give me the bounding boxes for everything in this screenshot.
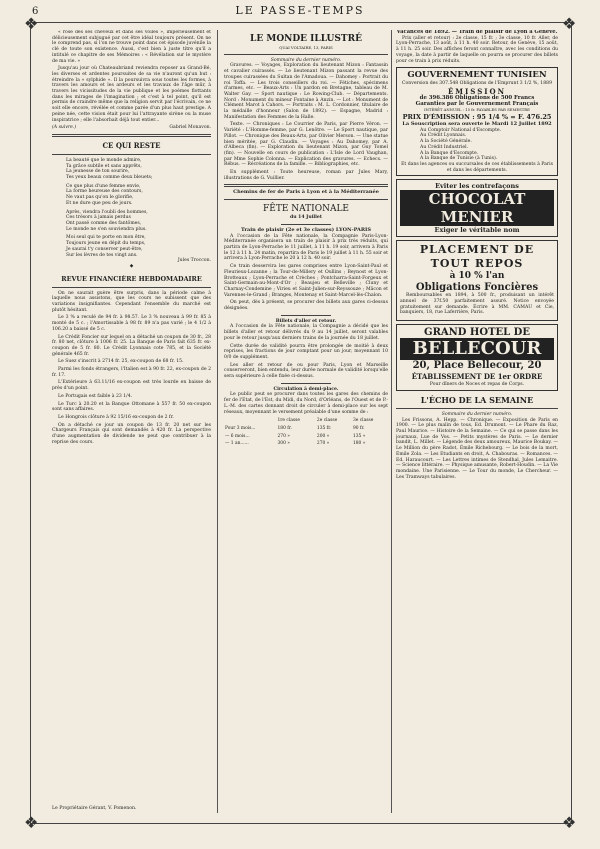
column-2 <box>224 30 388 813</box>
poem-line: Sur les lèvres de tes vingt ans. <box>66 252 138 258</box>
emission-title: ÉMISSION <box>447 86 507 96</box>
revue-paragraph: On a détaché ce jour un coupon de 13 fr. 20 net sur les Chargeurs Français qui sont demandés à 420 fr. La perspective d'une augmentation de dividende ne peut que contribuer à la reprise des cours. <box>52 422 211 445</box>
hotel-ad <box>396 324 558 391</box>
revue-paragraph: Le Crédit Foncier sur lequel on a détaché un coupon de 30 fr., 28 fr. 80 net, clôture à 1006 fr. 25. La Banque de Paris fait 635 fr. ex-coupon de 5 fr. 80. Le Crédit Lyonnais cote 785, et la Société générale 465 fr. <box>52 334 211 357</box>
table-cell: 300 » <box>277 441 290 447</box>
summary-paragraph: Gravures. — Voyages, Exploration du lieutenant Mizon : Fantassin et cavalier cuirassés. — Le lieutenant Mizon passant la revue des troupes cuirassées du Sultan de l'Amadoua. — Dahomey : Portrait du roi Toffa. — Les trois conseillers du roi. — Fétiches, spécimens d'armes, etc. — Beaux-Arts : Un pardon en Bretagne, tableau de M. Walter Gay. — Sport nautique : Le Rowing-Club. — Départements. Nord : Monument du mineur Fontaine à Anzin. — Lot : Monument de Clément Marot à Cahors. — Portraits : M. L. Cordonnier, titulaire de la médaille d'honneur (Salon de 1892). — Espagne, Madrid : Manifestation des Femmes de la Halle. <box>224 63 388 120</box>
gouv-sub: Conversion des 307.548 Obligations de l'Emprunt 3 1/2 %, 1889 <box>401 81 552 87</box>
monde-address: QUAI VOLTAIRE, 13, PARIS <box>279 45 333 50</box>
list-item: A la Société Générale. <box>420 139 472 145</box>
page-number: 6 <box>32 6 39 17</box>
fete-date: du 14 Juillet <box>290 215 322 221</box>
revue-paragraph: Le Turc à 20.20 et la Banque Ottomane à 557 fr. 50 ex-coupon sont sans affaires. <box>52 401 211 413</box>
bank-list <box>400 128 554 162</box>
choc-bottom: Exiger le véritable nom <box>434 226 520 235</box>
poem-line: Ont passé comme des fantômes, <box>66 220 142 226</box>
choc-top: Eviter les contrefaçons <box>435 182 519 191</box>
choc-title: CHOCOLAT MENIER <box>400 190 554 226</box>
to-be-continued: (A suivre.) <box>52 125 77 131</box>
chocolat-menier-ad <box>396 179 558 237</box>
garanties: Garanties par le Gouvernement Français <box>415 100 539 107</box>
table-cell: 270 » <box>316 441 330 447</box>
column-3 <box>396 30 558 813</box>
table-cell: 3e classe <box>352 418 374 424</box>
monde-illustre-title: LE MONDE ILLUSTRÉ <box>250 34 362 44</box>
poem-line: La forme heureuse des contours, <box>66 189 143 195</box>
revue-paragraph: Parmi les fonds étrangers, l'Italien est à 90 fr. 22, ex-coupon de 2 fr. 17. <box>52 367 211 378</box>
circulation-heading: Circulation à demi-place. <box>273 386 339 392</box>
table-cell: 200 » <box>316 433 330 439</box>
billets-heading: Billets d'aller et retour. <box>275 318 337 324</box>
train-paragraph: Ce train desservira les gares comprises entre Lyon-Saint-Paul et Fleurieux-Lozanne ; la Tour-de-Millery et Oullins ; Beynost et Lyon-Brotteaux ; Lyon-Perrache et Crèches ; Pontcharra-Saint-Forgeux et Saint-Germain-au-Mont-d'Or ; Beaujeu et Belleville ; Cluny et Charnay-Condemine ; Virieu et Saint-Julien-sur-Reyssouze ; Mâcon et Varennes-le-Grand ; Branges, Montenay et Saint-Marcel-lès-Chalon. <box>224 264 388 298</box>
vacances-heading: Vacances de 1892. — Train de plaisir de Lyon à Genève. <box>396 30 558 35</box>
table-cell: 135 fr. <box>316 425 332 431</box>
poem-line: Ces trésors à jamais perdus <box>66 215 131 221</box>
list-item: Au Crédit Lyonnais. <box>420 133 467 139</box>
column-1: « rosé des ses cheveux et dans ses voiles », impérieusement et délicieusement subjugué par cet être idéal toujours présent. On ne le comprend pas, si l'on ne trouve point dans cet épisode juvénile la clé de toute son existence. Aussi, c'est bien à juste titre qu'il a intitulé ce chapitre de ses Mémoires : « Révélation sur le mystère de ma vie. » Jusqu'au jour où Chateaubriand reviendra reposer au Grand-Bé, les diverses et ardentes poursuites de sa vie n'auront qu'un but : étreindre la « sylphide ». Il la poursuivra sous toutes les formes, à travers les amours et les ardeurs et les travaux de l'âge mûr, à travers les vicissitudes de la vie publique et les poèmes flottants dans les mirages de l'imagination ; et c'est à tel point, qu'il est permis de craindre même que la religion servit par l'écrivain, ce ne soit elle encore, révélée et comme parée d'un plus haut prestige. A peine née, cette vision était pour lui l'attrayante sirène ou la muse inspiratrice ; elle l'absorbait déjà tout entier... (A suivre.) Gabriel Monavon. CE QUI RESTE La beauté que le monde admire, Ta grâce subtile et sans apprêts, La jeunesse de ton sourire, Tes yeux beaux comme deux bleuets; Ce que plus d'une femme envie, La forme heureuse des contours, Ne vaut pas qu'on le glorifie, Et ne dure que peu de jours. Après, viendra l'oubli des hommes, Ces trésors à jamais perdus Ont passé comme des fantômes, Le monde ne s'en souviendra plus. Moi seul qui te porte en mon être, Toujours jeune en dépit du temps, Je saurai t'y conserver peut-être, Sur les lèvres de tes vingt ans. Jules Troccon. ◆ REVUE FINANCIÈRE HEBDOMADAIRE On ne saurait guère être surpris, dans la période calme à laquelle nous assistons, que les cours ne subissent que des variations insignifiantes. Cependant l'ensemble du marché est plutôt hésitant. Le 3 % a reculé de 94 fr. à 98.57. Le 3 % nouveau à 99 fr. 85 à monté de 5 c. ; l'Amortissable à 98 fr. 89 n'a pas varié ; le 4 1/2 à 106.20 a baissé de 5 c. Le Crédit Foncier sur lequel on a détaché un coupon de 30 fr., 28 fr. 80 net, clôture à 1006 fr. 25. La Banque de Paris fait 635 fr. ex-coupon de 5 fr. 80. Le Crédit Lyonnais cote 785, et la Société générale 465 fr. Le Suez s'inscrit à 2714 fr. 25, ex-coupon de 68 fr. 15. Parmi les fonds étrangers, l'Italien est à 90 fr. 22, ex-coupon de 2 fr. 17. L'Extérieure à 63.11/16 ex-coupon est très lourde en baisse de près d'un point. Le Portugais est faible à 23 1/4. Le Turc à 20.20 et la Banque Ottomane à 557 fr. 50 ex-coupon sont sans affaires. Le Hongrois clôture à 92 15/16 ex-coupon de 2 fr. On a détaché ce jour un coupon de 13 fr. 20 net sur les Chargeurs Français qui sont demandés à 420 fr. La perspective d'une augmentation de dividende ne peut que contribuer à la reprise des cours. <box>52 30 211 445</box>
gouv-title: GOUVERNEMENT TUNISIEN <box>407 70 547 81</box>
prix-emission: PRIX D'ÉMISSION : 95 1/4 % = F. 476.25 <box>402 113 552 122</box>
list-item: A la Banque de Tunisie (à Tunis). <box>420 156 498 162</box>
revue-paragraph: Le 3 % a reculé de 94 fr. à 98.57. Le 3 % nouveau à 99 fr. 85 à monté de 5 c. ; l'Amortissable à 98 fr. 89 n'a pas varié ; le 4 1/2 à 106.20 a baissé de 5 c. <box>52 315 211 332</box>
railway-company: Chemins de fer de Paris à Lyon et à la Méditerranée <box>233 189 379 196</box>
hotel-address: 20, Place Bellecour, 20 <box>412 360 542 372</box>
placement-title: PLACEMENT DE TOUT REPOS <box>419 243 535 271</box>
echo-text: Les Frissons, A. Hepp. — Chronique. — Exposition de Paris en 1900. — Le plus malin de tous, Ed. Drumont. — Le Phare du Raz, Paul Maurice. — Histoire de la Semaine. — Ce qui se passe dans les journaux, Lue de Vos. — Petits mystères de Paris. — Le dernier bandit, L. Millet. — Légende des deux amoureux, Maurice Boukay. — Le Million du père Radot, Émile Richebourg. — Le bois de la mort, Émile Zola. — Les Etudiants en droit, A. Chabouras. — Romances. — Ed. Haraucourt. — Les Lettres intimes de Stendhal, Jules Lemaitre. — Science littéraire. — Physique amusante, Robert-Houdin. — La Vie mondaine. Une Parisienne. — Le Tour du monde, Le Chercheur. — Les Tramways tabulaires. <box>396 417 558 480</box>
revue-paragraph: On ne saurait guère être surpris, dans la période calme à laquelle nous assistons, que les cours ne subissent que des variations insignifiantes. Cependant l'ensemble du marché est plutôt hésitant. <box>52 290 211 313</box>
poem-line: Après, viendra l'oubli des hommes, <box>66 209 148 215</box>
column-rule <box>217 30 218 813</box>
billets-paragraph: A l'occasion de la Fête nationale, la Compagnie a décidé que les billets d'aller et retour délivrés du 9 au 14 juillet, seront valables pour le retour jusqu'aux derniers trains de la journée du 18 juillet. <box>224 324 388 341</box>
poem-line: Je saurai t'y conserver peut-être, <box>66 246 143 252</box>
table-cell: 135 » <box>352 433 366 439</box>
fete-title: FÊTE NATIONALE <box>263 204 349 215</box>
circulation-paragraph: Le public peut se procurer dans toutes les gares des chemins de fer de l'Etat, de l'Est, du Midi, du Nord, d'Orléans, de l'Ouest et de P.-L.-M. des cartes donnant droit de circuler à demi-place sur les sept réseaux, moyennant le versement préalable d'une somme de : <box>224 392 388 415</box>
revue-paragraph: Le Portugais est faible à 23 1/4. <box>58 393 133 399</box>
poem-title: CE QUI RESTE <box>102 140 161 150</box>
poem-author: Jules Troccon. <box>177 258 211 264</box>
banks-tail: Et dans les agences ou succursales de ces établissements à Paris et dans les départements. <box>401 161 553 173</box>
article-text: « rosé des ses cheveux et dans ses voiles », impérieusement et délicieusement subjugué par cet être idéal toujours présent. On ne le comprend pas, si l'on ne trouve point dans cet épisode juvénile la clé de toute son existence. Aussi, c'est bien à juste titre qu'il a intitulé ce chapitre de ses Mémoires : « Révélation sur le mystère de ma vie. » <box>52 30 211 64</box>
list-item: Au Crédit Industriel. <box>420 144 469 150</box>
souscription: La Souscription sera ouverte le Mardi 12 Juillet 1892 <box>402 121 552 128</box>
poem-line: Le monde ne s'en souviendra plus. <box>66 226 147 232</box>
bellecour-title: BELLECOUR <box>400 338 554 360</box>
poem-line: Et ne dure que peu de jours. <box>66 200 133 206</box>
table-row <box>224 440 388 448</box>
train-heading: Train de plaisir (2e et 3e classes) LYON-PARIS <box>240 226 371 233</box>
table-cell: 180 fr. <box>277 425 292 431</box>
column-rule <box>391 30 392 813</box>
corner-ornament-icon: ❖ <box>562 14 577 33</box>
poem-line: Ce que plus d'une femme envie, <box>66 183 141 189</box>
echo-title: L'ÉCHO DE LA SEMAINE <box>420 394 534 405</box>
revue-title: REVUE FINANCIÈRE HEBDOMADAIRE <box>61 274 202 283</box>
train-paragraph: A l'occasion de la Fête nationale, la Compagnie Paris-Lyon-Méditerranée organisera un train de plaisir à prix très réduits, qui partira de Lyon-Perrache le 11 juillet, à 11 h. 19 soir, arrivera à Paris le 12 à 11 h. 24 matin, repartira de Paris le 19 juillet à 11 h. 55 soir et arrivera à Lyon-Perrache le 20 à 12 h. 40 soir. <box>224 233 388 262</box>
table-cell: 1re classe <box>277 418 300 424</box>
table-cell: 270 » <box>277 433 290 439</box>
hotel-class: ÉTABLISSEMENT DE 1er ORDRE <box>411 372 543 382</box>
placement-ad <box>396 240 558 321</box>
obligations-text: Remboursables en 1894, à 500 fr., produisant un intérêt annuel de 37f.50 parfaitement assuré. Notice envoyée gratuitement sur demande. Écrire à MM. CAMAU et Cie, banquiers, 18, rue Laferrière, Paris. <box>400 293 554 316</box>
corner-ornament-icon: ❖ <box>24 813 39 832</box>
table-cell: — 1 an...... <box>225 441 249 447</box>
table-cell: Pour 3 mois... <box>225 425 256 431</box>
corner-ornament-icon: ❖ <box>562 813 577 832</box>
list-item: A la Banque d'Escompte. <box>420 150 479 156</box>
table-row <box>224 425 388 433</box>
poem-line: Tes yeux beaux comme deux bleuets; <box>66 175 153 181</box>
revue-paragraph: L'Extérieure à 63.11/16 ex-coupon est très lourde en baisse de près d'un point. <box>52 380 211 392</box>
placement-rate: à 10 % l'an <box>449 271 505 282</box>
billets-paragraph: Cette durée de validité pourra être prolongée de moitié à deux reprises, les fractions de jour comptant pour un jour, moyennant 10 0/0 de supplément. <box>224 343 388 360</box>
summary-paragraph: En supplément : Toute heureuse, roman par Jules Mary, illustrations de G. Vuillier. <box>224 170 388 181</box>
poem <box>52 158 211 258</box>
emission-sub: de 396.386 Obligations de 500 Francs <box>419 94 535 101</box>
list-item: Au Comptoir National d'Escompte. <box>420 127 502 133</box>
hotel-sub: Pour dîners de Noces et repas de Corps. <box>429 382 525 388</box>
table-cell <box>224 417 276 425</box>
billets-paragraph: Les aller et retour de ou pour Paris, Lyon et Marseille conserveront, bien entendu, leur durée normale de validité lorsqu'elle sera supérieure à celle fixée ci-dessus. <box>224 362 388 380</box>
table-cell: 180 » <box>352 441 366 447</box>
summary-paragraph: Texte. — Chroniques : Le Courrier de Paris, par Pierre Véron. — Variété : L'Homme-femme, par G. Lenôtre. — Le Sport nautique, par Pillot. — Chronique des Beaux-Arts, par Olivier Merson. — Une statue bien méritée, par G. Claudin. — Voyages : Au Dahomey, par A. d'Albeca (fin). — Exploration du lieutenant Mizon, par Guy Tomel (fin). — Nouvelle en cours de publication : L'Isle de Lord Vaughan, par Mme Sophie Colonna. — Explication des gravures. — Echecs. — Rébus. — Récréations de la famille. — Bibliographies, etc. <box>224 122 388 168</box>
article-author: Gabriel Monavon. <box>169 125 211 131</box>
tariff-table <box>224 417 388 448</box>
footer-manager: Le Propriétaire Gérant, V. Pomenon. <box>52 806 137 811</box>
echo-heading: Sommaire du dernier numéro. <box>441 411 513 417</box>
table-cell: — 6 mois... <box>225 433 250 439</box>
masthead: LE PASSE-TEMPS <box>235 4 365 17</box>
train-paragraph: On peut, dès à présent, se procurer des billets aux gares ci-dessus désignées. <box>224 300 388 312</box>
poem-line: La jeunesse de ton sourire, <box>66 169 130 175</box>
table-cell: 90 fr. <box>352 425 365 431</box>
obligations-title: Obligations Foncières <box>415 282 539 294</box>
poem-line: Ta grâce subtile et sans apprêts, <box>66 163 142 169</box>
poem-line: La beauté que le monde admire, <box>66 157 142 163</box>
vacances-text: Prix (aller et retour) : 2e classe, 15 fr. ; 3e classe, 10 fr. Aller, de Lyon-Perrache, 13 août, à 11 h. 40 soir. Retour, de Genève, 15 août, à 11 h. 25 soir. Des affiches feront connaître, avec les conditions du voyage, la date à partir de laquelle on pourra se procurer des billets pour ce train à prix réduits. <box>396 35 558 64</box>
article-text: Jusqu'au jour où Chateaubriand reviendra reposer au Grand-Bé, les diverses et ardentes poursuites de sa vie n'auront qu'un but : étreindre la « sylphide ». Il la poursuivra sous toutes les formes, à travers les amours et les ardeurs et les travaux de l'âge mûr, à travers les vicissitudes de la vie publique et les poèmes flottants dans les mirages de l'imagination ; et c'est à tel point, qu'il est permis de craindre même que la religion servit par l'écrivain, ce ne soit elle encore, révélée et comme parée d'un plus haut prestige. A peine née, cette vision était pour lui l'attrayante sirène ou la muse inspiratrice ; elle l'absorbait déjà tout entier... <box>52 66 211 123</box>
poem-line: Toujours jeune en dépit du temps, <box>66 241 146 247</box>
interet: INTÉRÊT ANNUEL : 15 fr. PAYABLES PAR SEMESTRE <box>424 107 530 113</box>
tunisia-bond-ad <box>396 67 558 176</box>
corner-ornament-icon: ❖ <box>24 14 39 33</box>
poem-line: Moi seul qui te porte en mon être, <box>66 235 146 241</box>
poem-line: Ne vaut pas qu'on le glorifie, <box>66 195 134 201</box>
table-row <box>224 433 388 441</box>
summary-heading: Sommaire du dernier numéro. <box>270 57 342 63</box>
hotel-title: GRAND HOTEL DE <box>424 327 530 339</box>
revue-paragraph: Le Hongrois clôture à 92 15/16 ex-coupon de 2 fr. <box>58 414 174 420</box>
revue-paragraph: Le Suez s'inscrit à 2714 fr. 25, ex-coupon de 68 fr. 15. <box>58 359 184 365</box>
table-cell: 2e classe <box>316 418 338 424</box>
